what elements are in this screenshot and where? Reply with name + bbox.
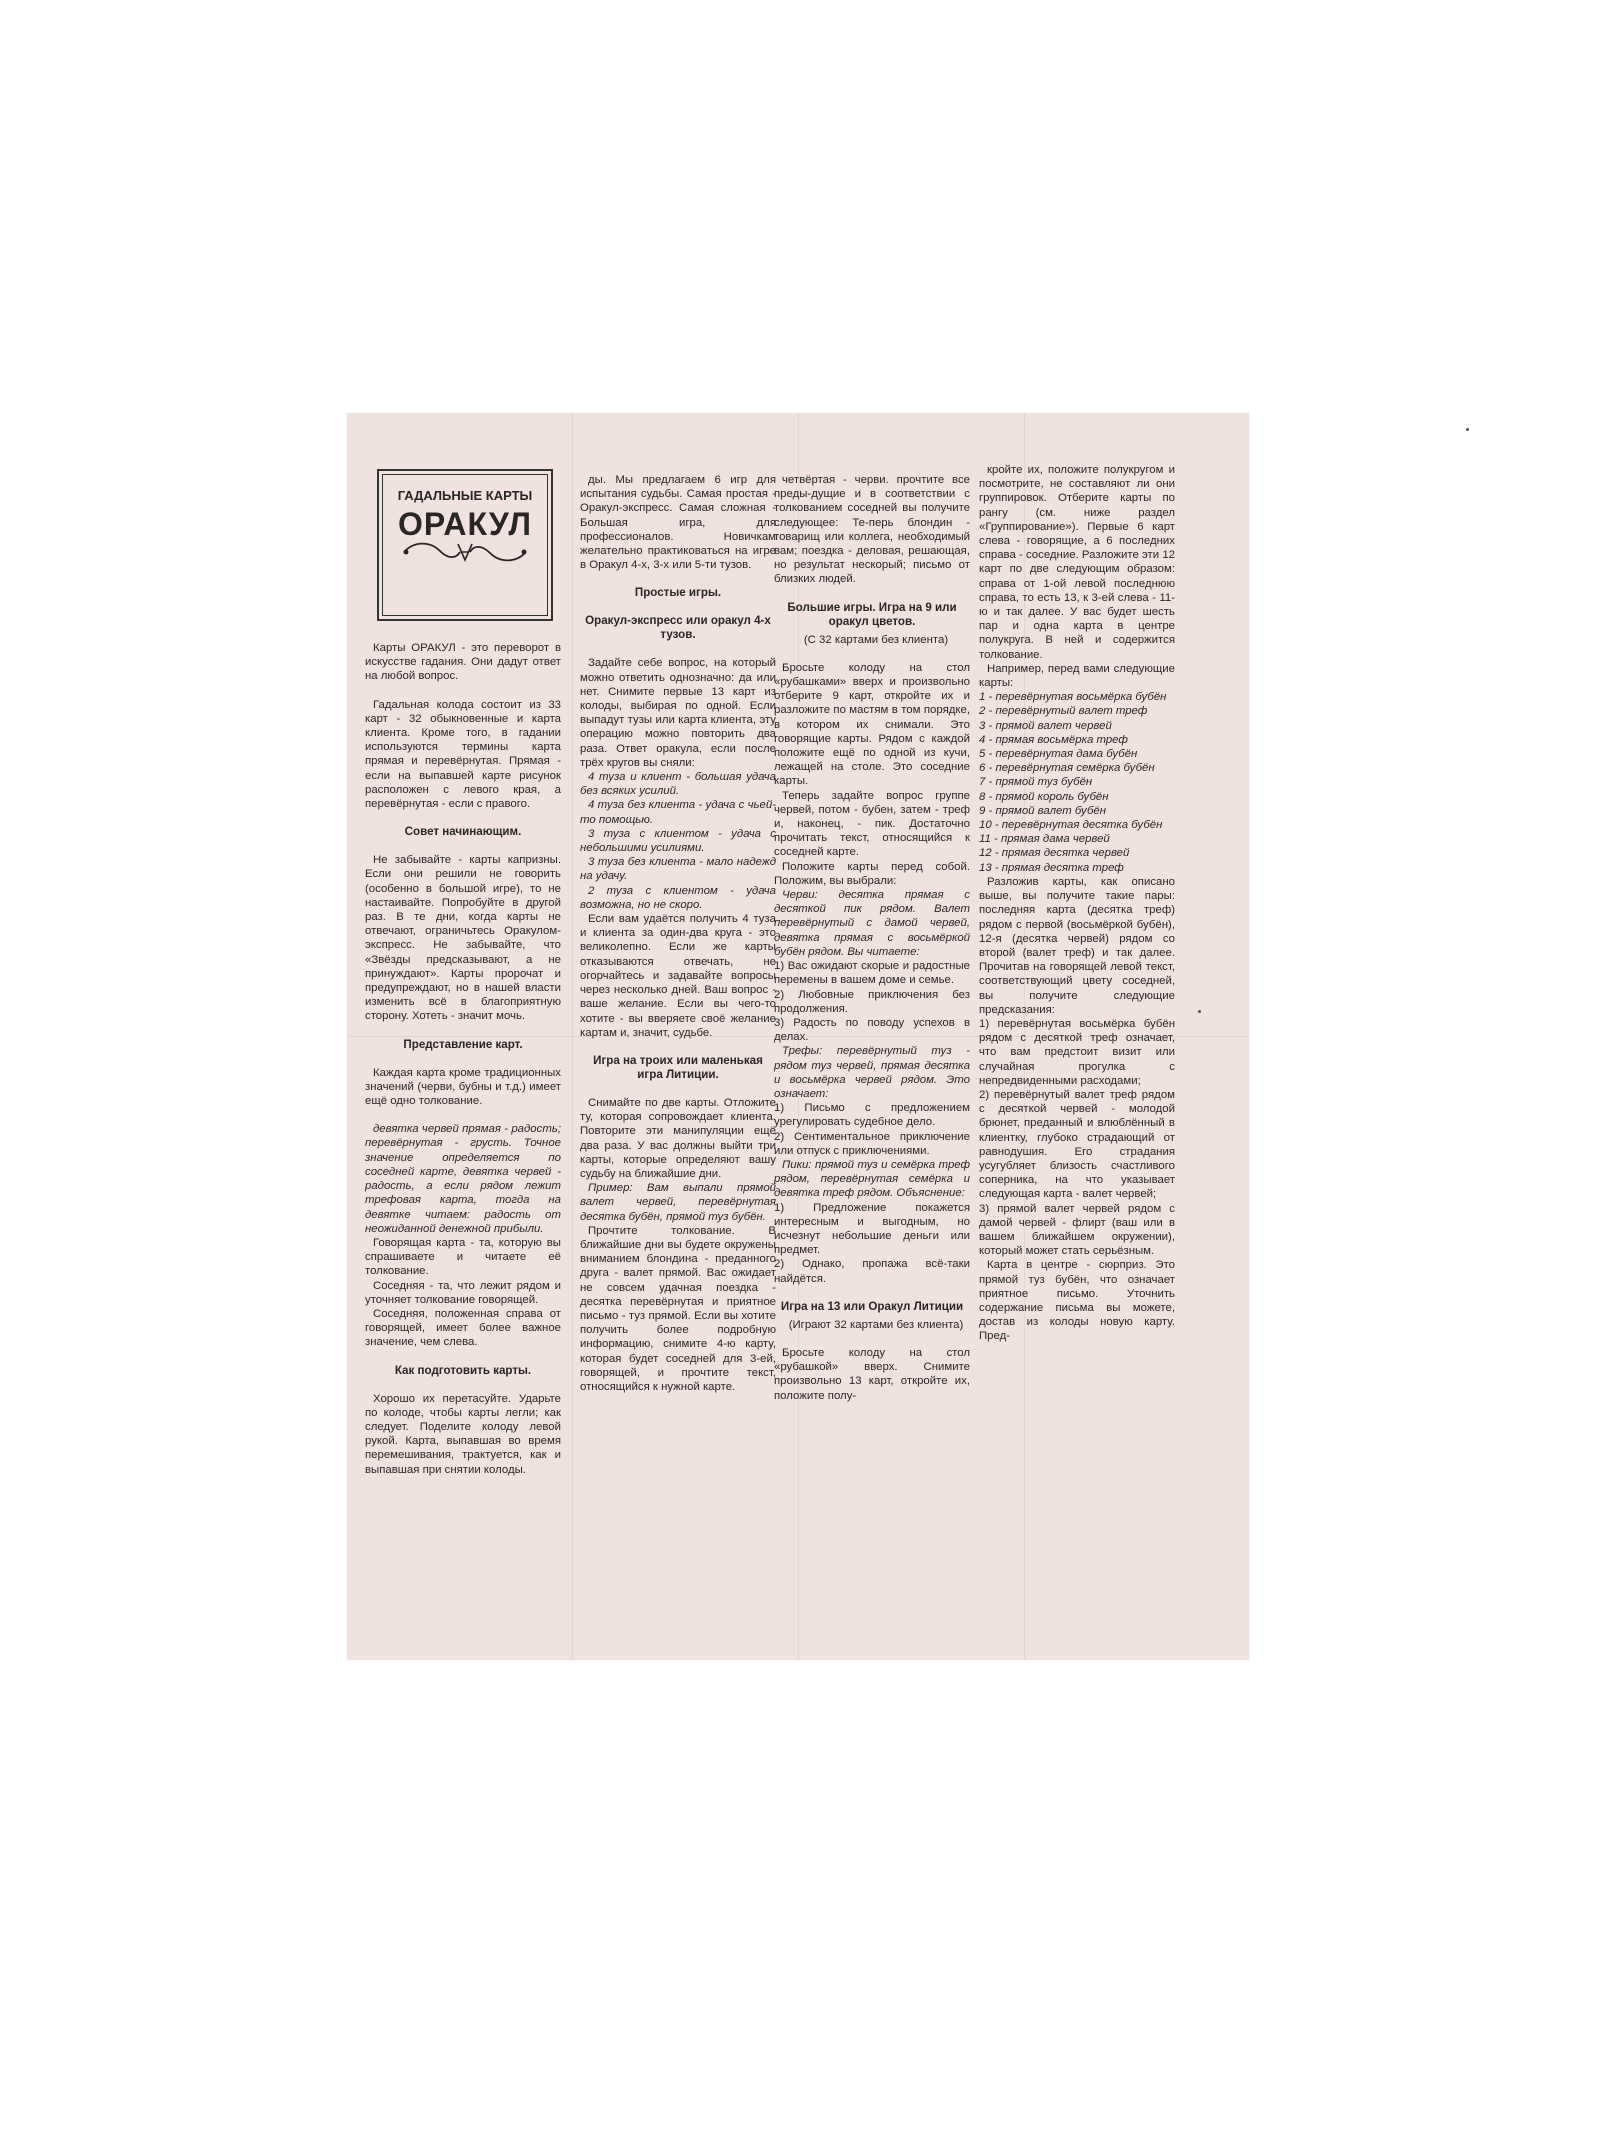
- list-item: 12 - прямая десятка червей: [979, 847, 1130, 860]
- paragraph: кройте их, положите полукругом и посмотрите, не составляют ли они группировок. Отберите карты по рангу (см. ниже раздел «Группирование»). Первые 6 карт слева - говорящие, а 6 последних справа - соседние. Разложите эти 12 карт по две следующим образом: справа от 1-ой левой последнюю справа, то есть 13, к 3-ей слева - 11-ю и так далее. У вас будет шесть пар и одна карта в центре полукруга. В ней и содержится толкование.: [979, 464, 1175, 661]
- column-2: [580, 473, 776, 1620]
- paragraph: Карты ОРАКУЛ - это переворот в искусстве гадания. Они дадут ответ на любой вопрос.: [365, 642, 561, 683]
- paragraph: Соседняя, положенная справа от говорящей, имеет более важное значение, чем слева.: [365, 1307, 561, 1349]
- paragraph: Черви: десятка прямая с десяткой пик рядом. Валет перевёрнутый с дамой червей, девятка прямая с восьмёркой бубён рядом. Вы читаете:: [774, 889, 970, 958]
- title-box: [377, 469, 553, 621]
- column-3: [774, 473, 970, 1620]
- paragraph: Теперь задайте вопрос группе червей, потом - бубен, затем - треф и, наконец, - пик. Достаточно прочитать текст, относящийся к соседней карте.: [774, 789, 970, 859]
- list-item: 13 - прямая десятка треф: [979, 861, 1124, 874]
- list-item: 5 - перевёрнутая дама бубён: [979, 748, 1138, 761]
- paragraph: Снимайте по две карты. Отложите ту, которая сопровождает клиента. Повторите эти манипуляции ещё два раза. У вас должны выйти три карты, которые определяют вашу судьбу на ближайшие дни.: [580, 1096, 776, 1180]
- paragraph: Пример: Вам выпали прямой валет червей, перевёрнутая десятка бубён, прямой туз бубён.: [580, 1182, 776, 1223]
- paragraph: Соседняя - та, что лежит рядом и уточняет толкование говорящей.: [365, 1279, 561, 1306]
- section-subtitle: (С 32 картами без клиента): [803, 633, 949, 646]
- section-heading: Большие игры. Игра на 9 или оракул цветов.: [787, 600, 957, 628]
- list-item: 6 - перевёрнутая семёрка бубён: [979, 762, 1155, 775]
- column-4: [979, 463, 1175, 1620]
- paragraph: 3) прямой валет червей рядом с дамой червей - флирт (ваш или в вашем ближайшем окружении), который может стать серьёзным.: [979, 1202, 1175, 1258]
- section-heading: Представление карт.: [403, 1037, 523, 1051]
- section-subtitle: (Играют 32 картами без клиента): [788, 1318, 964, 1331]
- leaflet-sheet: [347, 413, 1249, 1660]
- list-item: 4 - прямая восьмёрка треф: [979, 733, 1128, 746]
- speck: [1466, 428, 1469, 431]
- paragraph: 4 туза и клиент - большая удача без всяких усилий.: [580, 771, 776, 798]
- section-heading: Совет начинающим.: [404, 825, 522, 839]
- paragraph: Карта в центре - сюрприз. Это прямой туз бубён, что означает приятное письмо. Уточнить содержание письма вы можете, достав из колоды новую карту. Пред-: [979, 1259, 1175, 1343]
- paragraph: 2) Сентиментальное приключение или отпуск с приключениями.: [774, 1130, 970, 1157]
- section-heading: Как подготовить карты.: [394, 1363, 532, 1377]
- paragraph: ды. Мы предлагаем 6 игр для испытания судьбы. Самая простая - Оракул-экспресс. Самая сложная - Большая игра, для профессионалов. Новичкам желательно практиковаться на игре в Оракул 4-х, 3-х или 5-ти тузов.: [580, 474, 776, 572]
- paragraph: 1) перевёрнутая восьмёрка бубён рядом с десяткой треф означает, что вам предстоит визит или случайная прогулка с непредвиденными расходами;: [979, 1017, 1175, 1087]
- paragraph: Бросьте колоду на стол «рубашкой» вверх. Снимите произвольно 13 карт, откройте их, положите полу-: [774, 1346, 970, 1402]
- brand-subtitle: ГАДАЛЬНЫЕ КАРТЫ: [397, 488, 533, 503]
- paragraph: 2) Любовные приключения без продолжения.: [774, 988, 970, 1015]
- paragraph: Положите карты перед собой. Положим, вы выбрали:: [774, 860, 970, 887]
- section-heading: Игра на 13 или Оракул Литиции: [780, 1299, 964, 1313]
- paragraph: Трефы: перевёрнутый туз - рядом туз червей, прямая десятка и восьмёрка червей рядом. Это означает:: [774, 1045, 970, 1100]
- paragraph: Каждая карта кроме традиционных значений (черви, бубны и т.д.) имеет ещё одно толкование.: [365, 1066, 561, 1108]
- ornament-icon: [400, 539, 530, 565]
- paragraph: Не забывайте - карты капризны. Если они решили не говорить (особенно в большой игре), то не настаивайте. Попробуйте в другой раз. В те дни, когда карты не отвечают, ограничьтесь Оракулом-экспресс. Не забывайте, что «Звёзды предсказывают, а не принуждают». Карты пророчат и предупреждают, но в нашей власти изменить всё в благоприятную сторону. Хотеть - значит мочь.: [365, 854, 561, 1023]
- paragraph: 1) Предложение покажется интересным и выгодным, но исчезнут небольшие деньги или предмет.: [774, 1201, 970, 1257]
- paragraph: Прочтите толкование. В ближайшие дни вы будете окружены вниманием блондина - преданного друга - валет прямой. Вас ожидает не совсем удачная поездка - десятка перевёрнутая и приятное письмо - туз прямой. Если вы хотите получить более подробную информацию, снимите 4-ю карту, которая будет соседней для 3-ей, говорящей, и прочтите текст, относящийся к нужной карте.: [580, 1224, 776, 1393]
- paragraph: 2) перевёрнутый валет треф рядом с десяткой червей - молодой брюнет, преданный и влюблённый в клиентку, глубоко страдающий от равнодушия. Его страдания усугубляет близость счастливого соперника, на что указывает следующая карта - валет червей;: [979, 1088, 1175, 1201]
- section-heading: Игра на троих или маленькая игра Литиции.: [593, 1053, 763, 1081]
- paragraph: 3) Радость по поводу успехов в делах.: [774, 1016, 970, 1044]
- paragraph: 2) Однако, пропажа всё-таки найдётся.: [774, 1258, 970, 1285]
- paragraph: 3 туза с клиентом - удача с небольшими усилиями.: [580, 827, 776, 855]
- card-list: [979, 690, 1175, 875]
- paragraph: 2 туза с клиентом - удача возможна, но не скоро.: [580, 884, 776, 911]
- paragraph: Говорящая карта - та, которую вы спрашиваете и читаете её толкование.: [365, 1236, 561, 1278]
- paragraph: Гадальная колода состоит из 33 карт - 32 обыкновенные и карта клиента. Кроме того, в гадании используются термины карта прямая и перевёрнутая. Прямая - если на выпавшей карте рисунок расположен с левого края, а перевёрнутая - если с правого.: [365, 698, 561, 811]
- list-item: 9 - прямой валет бубён: [979, 804, 1106, 817]
- section-heading: Оракул-экспресс или оракул 4-х тузов.: [585, 614, 771, 642]
- paragraph: Задайте себе вопрос, на который можно ответить однозначно: да или нет. Снимите первые 13 карт из колоды, выбирая по одной. Если выпадут тузы или карта клиента, эту операцию можно повторить два раза. Ответ оракула, если после трёх кругов вы сняли:: [580, 657, 776, 769]
- list-item: 10 - перевёрнутая десятка бубён: [979, 819, 1163, 832]
- paragraph: 1) Письмо с предложением урегулировать судебное дело.: [774, 1102, 970, 1129]
- list-item: 2 - перевёрнутый валет треф: [979, 705, 1148, 718]
- paragraph: девятка червей прямая - радость; перевёрнутая - грусть. Точное значение определяется по соседней карте, девятка червей - радость, а если рядом лежит трефовая карта, тогда на девятке читаем: радость от неожиданной денежной прибыли.: [365, 1123, 561, 1235]
- list-item: 11 - прямая дама червей: [979, 833, 1110, 846]
- paragraph: 4 туза без клиента - удача с чьей-то помощью.: [580, 799, 776, 826]
- column-1: [365, 469, 561, 1620]
- section-heading: Простые игры.: [634, 586, 722, 600]
- speck: [1198, 1010, 1201, 1013]
- list-item: 3 - прямой валет червей: [979, 719, 1112, 732]
- paragraph: Разложив карты, как описано выше, вы получите такие пары: последняя карта (десятка треф) рядом с первой (восьмёркой бубён), 12-я (десятка червей) рядом со второй (валет треф) и так далее. Прочитав на говорящей левой текст, соответствующий цвету соседней, вы получите следующие предсказания:: [979, 875, 1175, 1016]
- paragraph: Например, перед вами следующие карты:: [979, 662, 1175, 690]
- brand-title: ОРАКУЛ: [398, 506, 532, 543]
- paragraph: 1) Вас ожидают скорые и радостные перемены в вашем доме и семье.: [774, 960, 970, 987]
- paragraph: Бросьте колоду на стол «рубашками» вверх и произвольно отберите 9 карт, откройте их и разложите по мастям в том порядке, в котором их снимали. Это говорящие карты. Рядом с каждой положите ещё по одной из кучи, лежащей на столе. Это соседние карты.: [774, 661, 970, 788]
- list-item: 1 - перевёрнутая восьмёрка бубён: [979, 691, 1167, 704]
- paragraph: 3 туза без клиента - мало надежд на удачу.: [580, 856, 776, 883]
- list-item: 7 - прямой туз бубён: [979, 776, 1093, 789]
- paragraph: Пики: прямой туз и семёрка треф рядом, перевёрнутая семёрка и девятка треф рядом. Объяснение:: [774, 1158, 970, 1200]
- paragraph: Хорошо их перетасуйте. Ударьте по колоде, чтобы карты легли; как следует. Поделите колоду левой рукой. Карта, выпавшая во время перемешивания, трактуется, как и выпавшая при снятии колоды.: [365, 1392, 561, 1476]
- list-item: 8 - прямой король бубён: [979, 790, 1109, 803]
- paragraph: Если вам удаётся получить 4 туза и клиента за один-два круга - это великолепно. Если же карты отказываются отвечать, не огорчайтесь и задавайте вопросы через несколько дней. Ваш вопрос - ваше желание. Если вы чего-то хотите - вы вверяете своё желание картам и, значит, судьбе.: [580, 913, 776, 1039]
- paragraph: четвёртая - черви. прочтите все преды-дущие и в соответствии с толкованием соседней вы получите следующее: Те-перь блондин - товарищ или коллега, необходимый вам; поездка - деловая, решающая, но результат нескорый; письмо от близких людей.: [774, 474, 970, 586]
